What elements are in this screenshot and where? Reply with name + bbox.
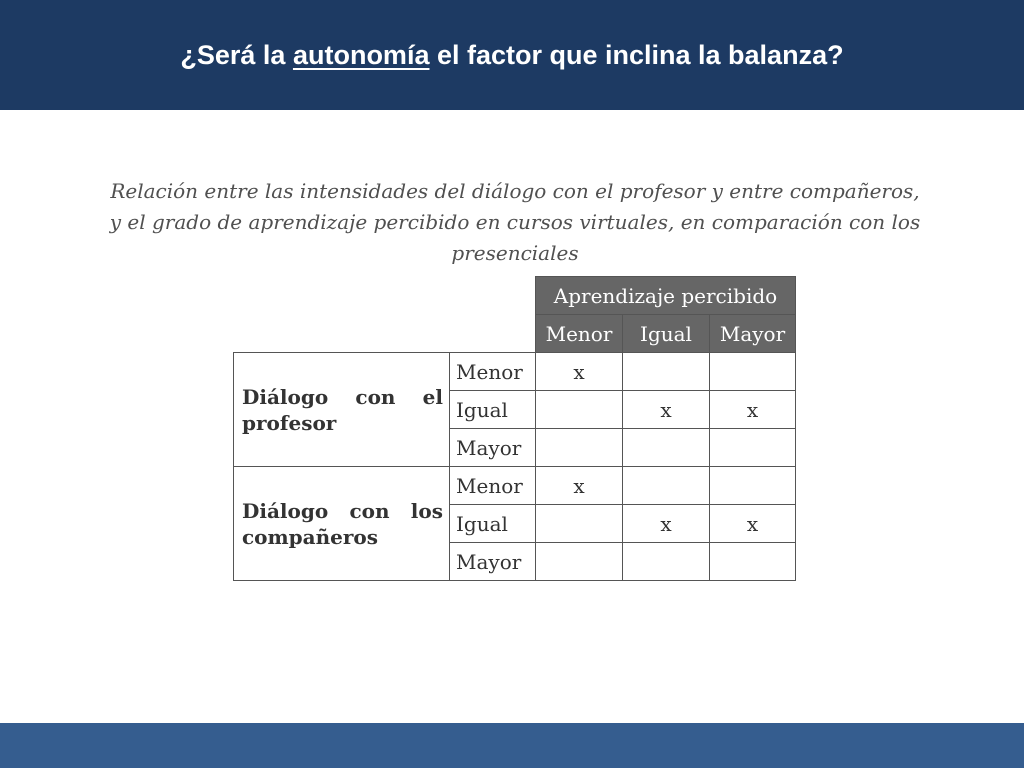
row-label: Igual xyxy=(450,391,536,429)
table-cell xyxy=(710,429,796,467)
table-row xyxy=(234,467,796,505)
table-cell xyxy=(623,429,710,467)
perceived-learning-table xyxy=(233,276,796,581)
table-cell xyxy=(536,543,623,581)
group-label-line: compañeros xyxy=(242,524,379,549)
row-label: Menor xyxy=(450,467,536,505)
table-caption xyxy=(50,176,980,269)
caption-line: Relación entre las intensidades del diálogo con el profesor y entre compañeros, xyxy=(110,179,920,203)
table-cell xyxy=(623,543,710,581)
empty-corner-cell xyxy=(234,277,536,353)
table-cell: x xyxy=(710,391,796,429)
column-header: Menor xyxy=(536,315,623,353)
row-group-label xyxy=(234,353,450,467)
table-cell xyxy=(623,353,710,391)
table-cell: x xyxy=(623,505,710,543)
table-cell xyxy=(536,505,623,543)
group-header-cell: Aprendizaje percibido xyxy=(536,277,796,315)
group-label-line: Diálogo con los xyxy=(242,498,443,523)
slide-title xyxy=(180,40,843,71)
row-label: Mayor xyxy=(450,429,536,467)
table-cell: x xyxy=(710,505,796,543)
table-cell: x xyxy=(536,467,623,505)
table-header-row xyxy=(234,277,796,315)
title-part-before: ¿Será la xyxy=(180,39,293,70)
row-label: Igual xyxy=(450,505,536,543)
slide-footer-bar xyxy=(0,723,1024,768)
group-label-line: Diálogo con el xyxy=(242,384,443,409)
table-cell xyxy=(710,543,796,581)
group-label-line: profesor xyxy=(242,410,337,435)
caption-line: presenciales xyxy=(451,241,579,265)
table-row xyxy=(234,353,796,391)
caption-line: y el grado de aprendizaje percibido en cursos virtuales, en comparación con los xyxy=(109,210,921,234)
row-label: Mayor xyxy=(450,543,536,581)
column-header: Mayor xyxy=(710,315,796,353)
row-group-label xyxy=(234,467,450,581)
table-cell xyxy=(536,391,623,429)
table-cell xyxy=(710,353,796,391)
slide-header xyxy=(0,0,1024,110)
table-cell xyxy=(710,467,796,505)
column-header: Igual xyxy=(623,315,710,353)
title-underlined-word: autonomía xyxy=(292,39,430,70)
table-cell: x xyxy=(536,353,623,391)
table-cell xyxy=(536,429,623,467)
table-cell: x xyxy=(623,391,710,429)
title-part-after: el factor que inclina la balanza? xyxy=(429,39,844,70)
table-cell xyxy=(623,467,710,505)
row-label: Menor xyxy=(450,353,536,391)
